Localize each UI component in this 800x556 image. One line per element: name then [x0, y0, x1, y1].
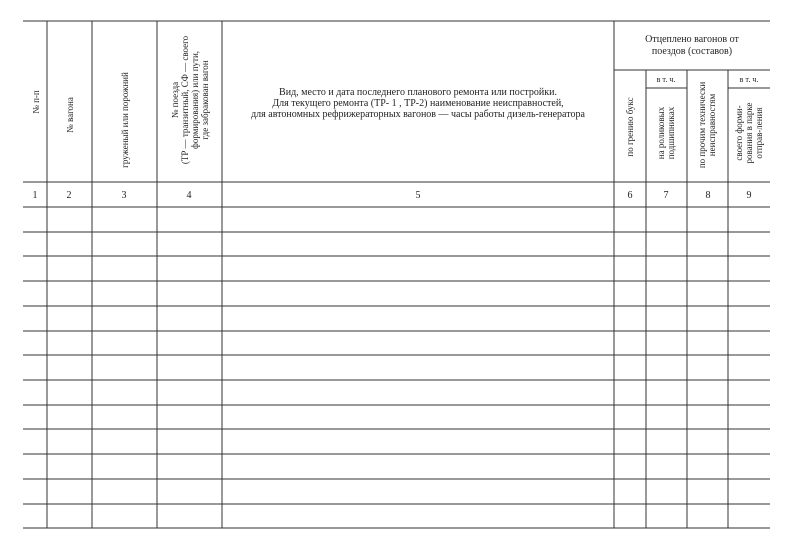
header-loaded-or-empty: груженый или порожний — [120, 72, 130, 168]
header-train-line-2: (ТР — транзитный, СФ — своего — [180, 35, 190, 165]
header-other-line-1: по прочим технически — [697, 81, 707, 169]
header-train-line-4: где забракован вагон — [200, 60, 210, 140]
header-own-line-2: рования в парке — [744, 102, 754, 164]
header-wagon-number: № вагона — [65, 97, 75, 133]
column-number: 3 — [121, 190, 127, 201]
header-train-line-3: формирования) или пути, — [190, 50, 200, 150]
header-own-line-1: своего форми- — [734, 105, 744, 161]
header-including-1: в т. ч. — [656, 75, 676, 84]
header-repair-line-1: Вид, место и дата последнего планового ремонта или постройки. — [279, 87, 557, 98]
header-group-line-2: поездов (составов) — [651, 46, 733, 57]
header-own-formation — [734, 102, 764, 163]
column-number: 4 — [186, 190, 192, 201]
column-number-row — [33, 190, 752, 201]
header-group-line-1: Отцеплено вагонов от — [645, 34, 739, 45]
header-including-2: в т. ч. — [739, 75, 759, 84]
column-number: 1 — [32, 190, 38, 201]
header-other-faults — [697, 82, 717, 168]
column-number: 5 — [415, 190, 421, 201]
column-number: 8 — [705, 190, 711, 201]
header-train-number — [170, 35, 210, 164]
header-repair-info — [251, 87, 585, 120]
header-roller-line-2: подшипниках — [666, 106, 676, 160]
header-roller-line-1: на роликовых — [656, 106, 666, 160]
column-number: 9 — [746, 190, 752, 201]
header-axlebox-heating: по грению букс — [625, 97, 635, 157]
header-repair-line-2: Для текущего ремонта (ТР- 1 , ТР-2) наименование неисправностей, — [272, 98, 564, 109]
header-other-line-2: неисправностям — [707, 93, 717, 157]
header-row-number: № п-п — [31, 90, 41, 114]
header-roller-bearings — [656, 106, 676, 159]
header-own-line-3: отправ-ления — [754, 107, 764, 159]
header-repair-line-3: для автономных рефрижераторных вагонов — часы работы дизель-генератора — [251, 109, 585, 120]
column-number: 6 — [627, 190, 633, 201]
header-detached-group — [645, 34, 739, 57]
column-number: 2 — [66, 190, 72, 201]
header-train-line-1: № поезда — [170, 81, 180, 119]
column-number: 7 — [663, 190, 669, 201]
